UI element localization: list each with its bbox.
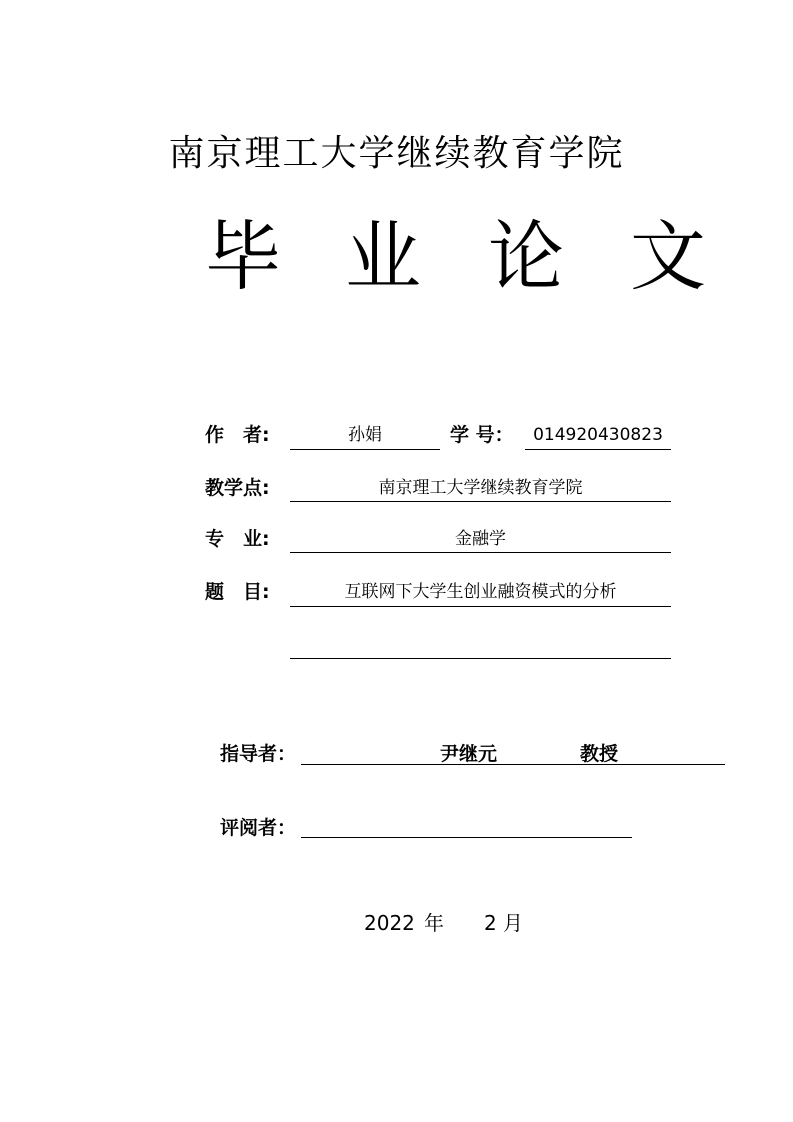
school-name: 南京理工大学继续教育学院 xyxy=(168,133,625,174)
topic-underline-2 xyxy=(290,658,671,659)
student-id-label: 学 号： xyxy=(450,424,514,446)
topic-underline-1 xyxy=(290,606,671,607)
author-label: 作 者: xyxy=(205,424,270,446)
major-value: 金融学 xyxy=(455,529,506,549)
student-id-value: 014920430823 xyxy=(533,425,663,445)
advisor-name: 尹继元 xyxy=(440,743,498,765)
title-char-4: 文 xyxy=(630,212,706,301)
study-center-value: 南京理工大学继续教育学院 xyxy=(378,478,583,498)
title-char-2: 业 xyxy=(345,212,421,301)
advisor-title: 教授 xyxy=(580,743,619,765)
reviewer-label: 评阅者： xyxy=(220,817,297,839)
study-center-underline xyxy=(290,501,671,502)
topic-label: 题 目: xyxy=(205,581,270,603)
topic-value: 互联网下大学生创业融资模式的分析 xyxy=(344,582,617,602)
author-value: 孙娟 xyxy=(348,425,382,445)
study-center-label: 教学点: xyxy=(205,477,270,499)
advisor-label: 指导者： xyxy=(220,743,297,765)
title-char-1: 毕 xyxy=(205,212,281,301)
date-year: 2022 xyxy=(364,911,415,935)
date-year-unit: 年 xyxy=(424,911,444,935)
advisor-underline xyxy=(301,764,725,765)
student-id-underline xyxy=(525,449,671,450)
date-month: 2 xyxy=(484,911,497,935)
author-underline xyxy=(290,449,440,450)
major-underline xyxy=(290,552,671,553)
major-label: 专 业: xyxy=(205,528,270,550)
reviewer-underline xyxy=(301,837,632,838)
date-month-unit: 月 xyxy=(503,911,523,935)
title-char-3: 论 xyxy=(488,212,564,301)
